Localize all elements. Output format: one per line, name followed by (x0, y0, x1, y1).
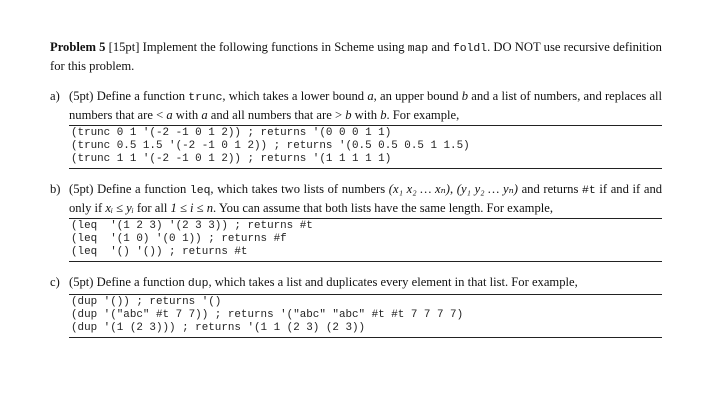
part-c (50, 274, 662, 338)
desc-text: and returns (521, 182, 579, 196)
desc-text: , (449, 182, 454, 196)
math-var: a (166, 108, 173, 122)
desc-text: and a list of numbers, and replaces all numbers that are < (69, 89, 663, 122)
code-line: (trunc 0.5 1.5 '(-2 -1 0 1 2)) ; returns '(0.5 0.5 0.5 1 1.5) (71, 140, 470, 152)
desc-text: with (175, 108, 199, 122)
problem-text-end: . DO NOT use recursive definition for this problem. (50, 40, 662, 73)
part-a-description (69, 88, 662, 124)
function-name-dup: dup (187, 278, 209, 290)
keyword-map: map (407, 43, 429, 55)
part-a (50, 88, 662, 169)
desc-text: with (354, 108, 378, 122)
problem-text-and: and (431, 40, 450, 54)
code-line: (dup '("abc" #t 7 7)) ; returns '("abc" "abc" #t #t 7 7 7 7) (71, 309, 464, 321)
code-line: (trunc 0 1 '(-2 -1 0 1 2)) ; returns '(0 0 0 1 1) (71, 127, 392, 139)
desc-text: . You can assume that both lists have the same length. For example, (213, 201, 553, 215)
math-var: b (345, 108, 352, 122)
part-points: (5pt) (69, 89, 94, 103)
part-letter: c) (50, 275, 60, 289)
part-c-description (69, 274, 662, 293)
math-var: b (461, 89, 469, 103)
part-b (50, 181, 662, 262)
function-name-leq: leq (189, 185, 211, 197)
math-var: b (380, 108, 387, 122)
math-var: a (201, 108, 208, 122)
code-line: (trunc 1 1 '(-2 -1 0 1 2)) ; returns '(1 1 1 1 1) (71, 153, 392, 165)
code-example-box (69, 294, 662, 338)
math-var: a (367, 89, 374, 103)
code-line: (dup '(1 (2 3))) ; returns '(1 1 (2 3) (2 3)) (71, 322, 366, 334)
problem-text: Implement the following functions in Scheme using (142, 40, 405, 54)
desc-text: , which takes a lower bound (222, 89, 365, 103)
part-letter: a) (50, 89, 60, 103)
part-points: (5pt) (69, 275, 94, 289)
function-name-trunc: trunc (188, 92, 223, 104)
desc-text: for all (136, 201, 168, 215)
desc-text: , which takes two lists of numbers (210, 182, 386, 196)
desc-text: . For example, (386, 108, 460, 122)
code-line: (leq '(1 2 3) '(2 3 3)) ; returns #t (71, 220, 313, 232)
problem-intro (50, 39, 662, 75)
desc-text: and all numbers that are > (210, 108, 343, 122)
part-b-description (69, 181, 662, 217)
problem-label: Problem 5 (50, 40, 106, 54)
desc-text: , an upper bound (373, 89, 459, 103)
math-condition: 1 ≤ i ≤ n (170, 201, 214, 215)
desc-text: , which takes a list and duplicates every element in that list. For example, (208, 275, 578, 289)
code-example-box (69, 218, 662, 262)
math-list: (y₁ y₂ … yₙ) (456, 182, 518, 196)
part-letter: b) (50, 182, 61, 196)
code-line: (dup '()) ; returns '() (71, 296, 222, 308)
keyword-true: #t (582, 185, 596, 197)
problem-points: [15pt] (108, 40, 140, 54)
part-points: (5pt) (69, 182, 94, 196)
math-condition: xᵢ ≤ yᵢ (105, 201, 134, 215)
document-page (50, 39, 662, 350)
desc-text: Define a function (96, 275, 185, 289)
desc-text: Define a function (96, 89, 185, 103)
desc-text: Define a function (97, 182, 187, 196)
math-list: (x₁ x₂ … xₙ) (388, 182, 450, 196)
code-example-box (69, 125, 662, 169)
keyword-foldl: foldl (452, 43, 488, 55)
code-line: (leq '(1 0) '(0 1)) ; returns #f (71, 233, 287, 245)
code-line: (leq '() '()) ; returns #t (71, 246, 248, 258)
desc-text: if and if and only if (69, 182, 663, 215)
